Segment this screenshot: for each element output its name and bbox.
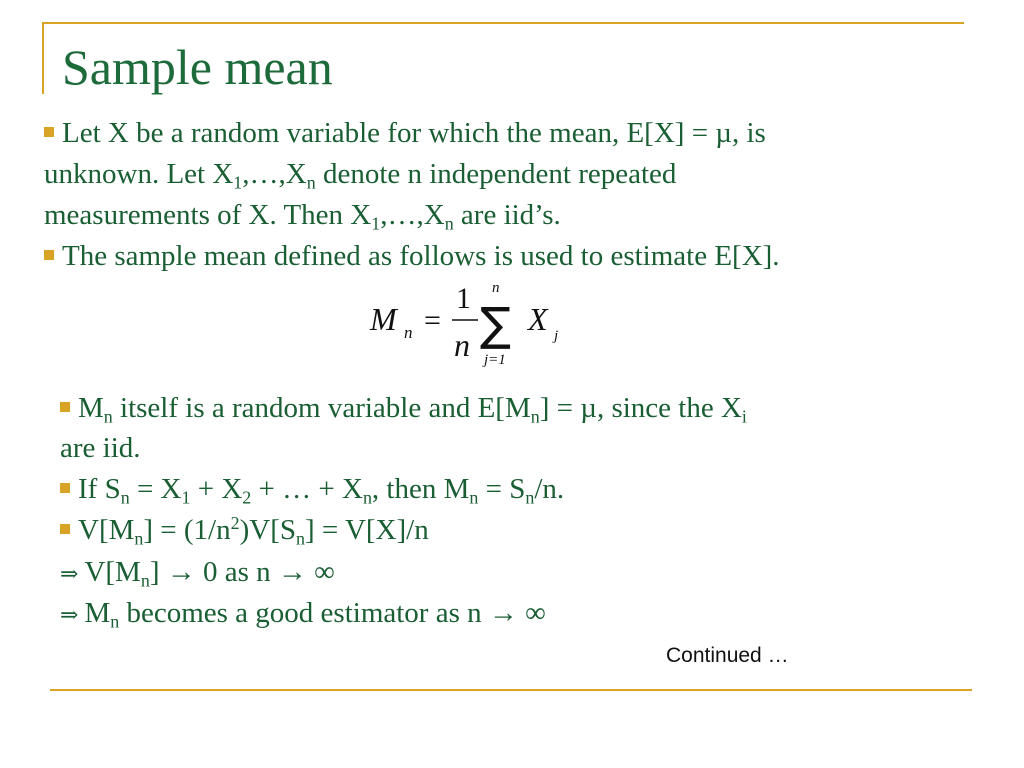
bullet-1-line-2: unknown. Let $X_1,\dots,X_n$ denote n independent repeated	[44, 158, 677, 193]
continued-label: Continued …	[666, 644, 789, 667]
formula-denominator: n	[454, 327, 470, 363]
formula-equals: =	[424, 304, 441, 337]
bullet-2: The sample mean defined as follows is used to estimate E[X].	[44, 239, 780, 274]
formula-lhs-sub: n	[404, 323, 413, 342]
bottom-rule	[50, 689, 972, 691]
bullet-4: If $S_n = X_1 + X_2$ + … + $X_n$, then $M_n = S_n/n$.	[60, 472, 564, 507]
bullet-3-line-1: $M_n$ itself is a random variable and $E[M_n] = \mu$, since the $X_i$	[60, 391, 747, 426]
bullet-icon	[60, 524, 70, 534]
sum-symbol: ∑	[480, 297, 511, 351]
formula-term-sub: j	[554, 328, 559, 344]
implies-arrow-icon: ⇒	[60, 561, 79, 586]
left-rule	[42, 22, 44, 94]
bullet-icon	[60, 483, 70, 493]
bullet-icon	[44, 250, 54, 260]
formula-numerator: 1	[456, 282, 471, 315]
top-rule	[42, 22, 964, 24]
formula-term: X	[528, 301, 548, 337]
bullet-icon	[60, 402, 70, 412]
bullet-1-line-1: Let X be a random variable for which the mean, E[X] = µ, is	[44, 116, 766, 151]
sample-mean-formula	[360, 278, 570, 368]
bullet-icon	[44, 127, 54, 137]
bullet-3-line-2: are iid.	[60, 432, 141, 464]
implies-arrow-icon: ⇒	[60, 602, 79, 627]
implication-2: ⇒ $M_n$ becomes a good estimator as n → ∞	[60, 597, 546, 632]
implication-1: ⇒ $V[M_n] \to 0$ as n → ∞	[60, 556, 335, 591]
sum-upper-limit: n	[492, 280, 500, 296]
formula-lhs: M	[370, 301, 397, 337]
slide-title: Sample mean	[62, 39, 333, 95]
sum-lower-limit: j=1	[484, 352, 506, 368]
bullet-1-line-3: measurements of X. Then $X_1,\dots,X_n$ are iid’s.	[44, 199, 561, 234]
bullet-5: $V[M_n] = (1/n^2)V[S_n] = V[X]/n$	[60, 513, 429, 548]
